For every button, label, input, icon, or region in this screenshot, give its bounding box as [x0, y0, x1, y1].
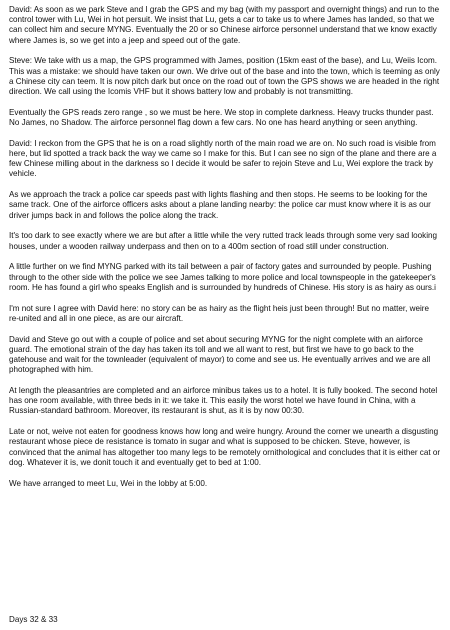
paragraph-not-sure: I'm not sure I agree with David here: no story can be as hairy as the flight heis just been through! But no matter, weire re-united and all in one piece, as are our aircraft. [9, 303, 429, 323]
page-footer: Days 32 & 33 [9, 615, 58, 624]
document-body [9, 5, 441, 499]
paragraph-find-myng: A little further on we find MYNG parked with its tail between a pair of factory gates and surrounded by people. Pushing through to the other side with the police we see James talking to more police and local townspeople in the gatekeeper's room. He has found a girl who speaks English and is surrounded by hundreds of Chinese. His story is as hairy as ours.i [9, 262, 436, 292]
paragraph-police-car: As we approach the track a police car speeds past with lights flashing and then stops. He seems to be looking for the same track. One of the airforce officers asks about a plane landing nearby: the police car must know where it is as our driver jumps back in and follows the police along the track. [9, 190, 431, 220]
paragraph-rutted-track: It's too dark to see exactly where we are but after a little while the very rutted track leads through some very sad looking houses, under a wooden railway underpass and then on to a 400m section of road still under construction. [9, 231, 438, 251]
paragraph-securing-myng: David and Steve go out with a couple of police and set about securing MYNG for the night complete with an airforce guard. The emotional strain of the day has taken its toll and we all want to rest, but first we have to go back to the gatehouse and wait for the townleader (equivalent of mayor) to come and see us. He eventually arrives and we are all photographed with him. [9, 334, 431, 375]
paragraph-zero-range: Eventually the GPS reads zero range , so we must be here. We stop in complete darkness. Heavy trucks thunder past. No James, no Shadow. The airforce personnel flag down a few cars. No one has heard anything or seen anything. [9, 107, 434, 128]
paragraph-hotel: At length the pleasantries are completed and an airforce minibus takes us to a hotel. It is fully booked. The second hotel has one room available, with three beds in it: we take it. This easily the worst hotel we have found in China, with a Russian-standard bathroom. Moreover, its restaurant is shut, as it is by now 00:30. [9, 386, 438, 416]
paragraph-steve-map: Steve: We take with us a map, the GPS programmed with James, position (15km east of the base), and Lu, Weiis Icom. This was a mistake: we should have taken our own. We drive out of the base and into the town, which is teeming as only a Chinese city can teem. It is now pitch dark but once on the road out of town the GPS shows we are headed in the right direction. We call using the Icomis VHF but it shows battery low and probably is not transmitting. [9, 56, 440, 97]
paragraph-meet-lobby: We have arranged to meet Lu, Wei in the lobby at 5:00. [9, 478, 208, 488]
paragraph-david-gps: David: As soon as we park Steve and I grab the GPS and my bag (with my passport and overnight things) and run to the control tower with Lu, Wei in hot persuit. We insist that Lu, gets a car to take us to where James has landed, so that we can collect him and secure MYNG. Eventually the 20 or so Chinese airforce personnel understand that we know exactly where James is, so we get into a jeep and speed out of the gate. [9, 5, 440, 45]
paragraph-david-reckon: David: I reckon from the GPS that he is on a road slightly north of the main road we are on. No such road is visible from here, but lid spotted a track back the way we came so I make for this. But I can see no sign of the plane and there are a few Chinese milling about in the darkness so I decide it would be safer to rejoin Steve and Lu, Wei explore the track by vehicle. [9, 138, 437, 179]
paragraph-restaurant: Late or not, weive not eaten for goodness knows how long and weire hungry. Around the corner we unearth a disgusting restaurant whose piece de resistance is tomato in sugar and what is supposed to be chicken. Steve, however, is convinced that the animal has altogether too many legs to be remotely ornithological and concludes that it is either cat or dog. Whatever it is, we donit touch it and eventually get to bed at 1:00. [9, 427, 441, 467]
